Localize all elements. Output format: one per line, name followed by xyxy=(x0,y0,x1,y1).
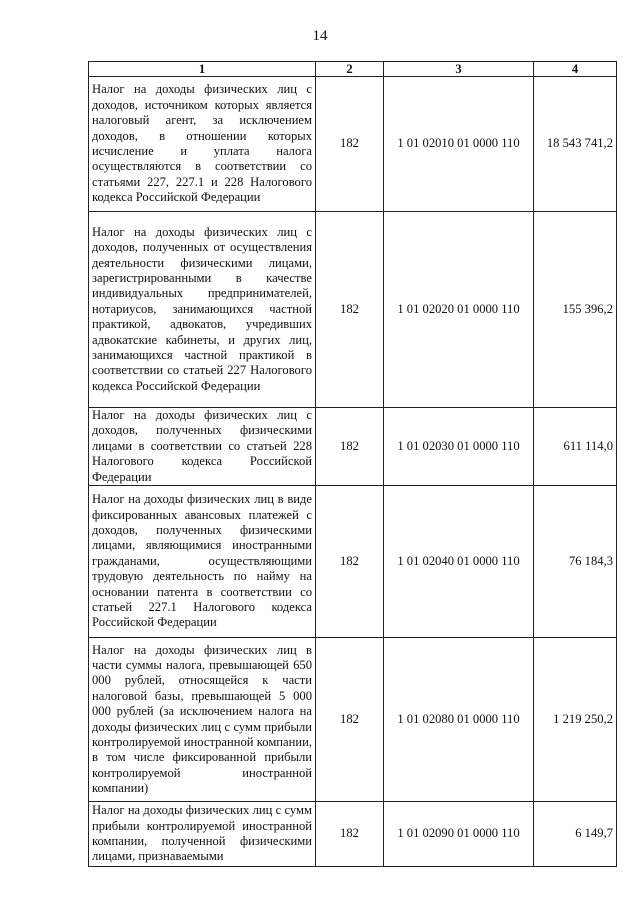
column-header: 1 xyxy=(89,62,316,77)
table-row xyxy=(89,802,617,867)
amount: 1 219 250,2 xyxy=(534,638,617,802)
column-header: 4 xyxy=(534,62,617,77)
budget-classification-code: 1 01 02040 01 0000 110 xyxy=(384,486,534,638)
table-row xyxy=(89,408,617,486)
amount: 155 396,2 xyxy=(534,212,617,408)
budget-classification-code: 1 01 02080 01 0000 110 xyxy=(384,638,534,802)
table-row xyxy=(89,638,617,802)
admin-code: 182 xyxy=(316,212,384,408)
revenue-name: Налог на доходы физических лиц с сумм прибыли контролируемой иностранной компании, полученной физическими лицами, признаваемыми xyxy=(89,802,316,867)
budget-classification-code: 1 01 02020 01 0000 110 xyxy=(384,212,534,408)
page-number: 14 xyxy=(312,28,328,44)
table-row xyxy=(89,486,617,638)
amount: 611 114,0 xyxy=(534,408,617,486)
admin-code: 182 xyxy=(316,802,384,867)
budget-classification-code: 1 01 02090 01 0000 110 xyxy=(384,802,534,867)
column-header: 3 xyxy=(384,62,534,77)
budget-classification-code: 1 01 02030 01 0000 110 xyxy=(384,408,534,486)
table-row xyxy=(89,77,617,212)
revenue-table xyxy=(88,61,617,867)
table-row xyxy=(89,212,617,408)
table-header-row xyxy=(89,62,617,77)
revenue-name: Налог на доходы физических лиц в части суммы налога, превышающей 650 000 рублей, относящейся к части налоговой базы, превышающей 5 000 000 рублей (за исключением налога на доходы физических лиц с сумм прибыли контролируемой иностранной компании, в том числе фиксированной прибыли контролируемой иностранной компании) xyxy=(89,638,316,802)
revenue-name: Налог на доходы физических лиц с доходов, источником которых является налоговый агент, за исключением доходов, в отношении которых исчисление и уплата налога осуществляются в соответствии со статьями 227, 227.1 и 228 Налогового кодекса Российской Федерации xyxy=(89,77,316,212)
admin-code: 182 xyxy=(316,486,384,638)
admin-code: 182 xyxy=(316,77,384,212)
admin-code: 182 xyxy=(316,638,384,802)
admin-code: 182 xyxy=(316,408,384,486)
column-header: 2 xyxy=(316,62,384,77)
revenue-name: Налог на доходы физических лиц в виде фиксированных авансовых платежей с доходов, полученных физическими лицами, являющимися иностранными гражданами, осуществляющими трудовую деятельность по найму на основании патента в соответствии со статьей 227.1 Налогового кодекса Российской Федерации xyxy=(89,486,316,638)
amount: 6 149,7 xyxy=(534,802,617,867)
amount: 18 543 741,2 xyxy=(534,77,617,212)
revenue-name: Налог на доходы физических лиц с доходов, полученных от осуществления деятельности физическими лицами, зарегистрированными в качестве индивидуальных предпринимателей, нотариусов, занимающихся частной практикой, адвокатов, учредивших адвокатские кабинеты, и других лиц, занимающихся частной практикой в соответствии со статьей 227 Налогового кодекса Российской Федерации xyxy=(89,212,316,408)
budget-classification-code: 1 01 02010 01 0000 110 xyxy=(384,77,534,212)
amount: 76 184,3 xyxy=(534,486,617,638)
revenue-name: Налог на доходы физических лиц с доходов, полученных физическими лицами в соответствии со статьей 228 Налогового кодекса Российской Федерации xyxy=(89,408,316,486)
